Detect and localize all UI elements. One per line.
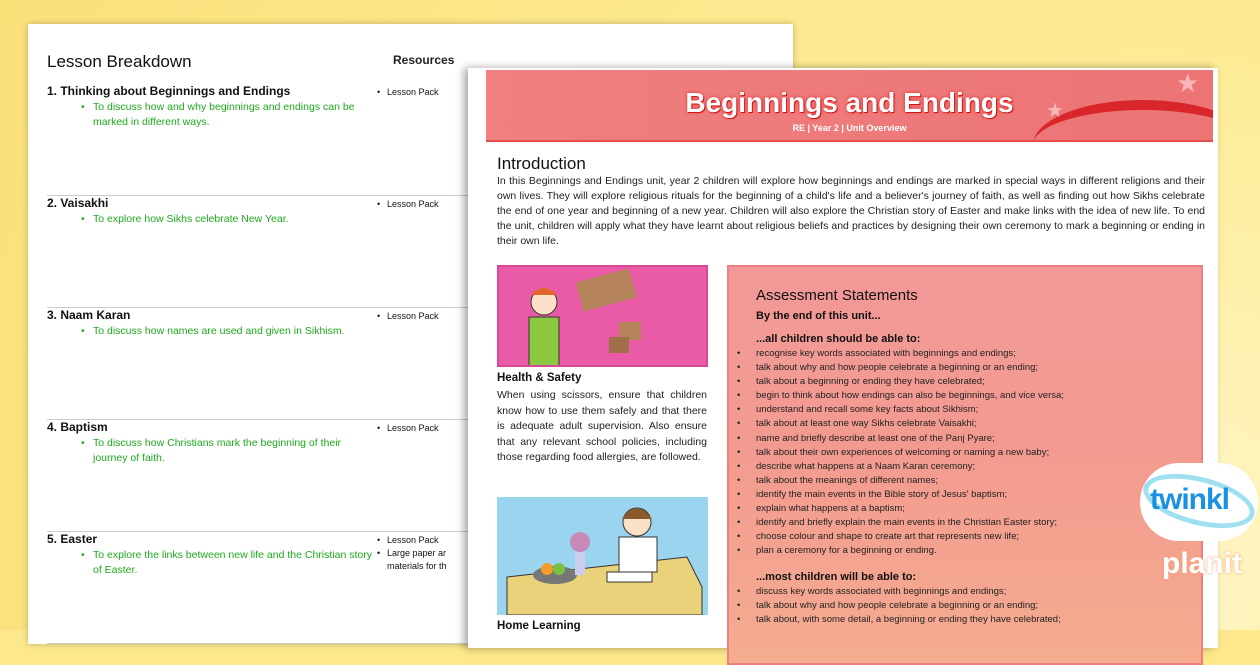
- health-safety-text: When using scissors, ensure that children know how to use them safely and that there is adequate adult supervision. Also ensure that any relevant school policies, including those regarding food allergies, are followed.: [497, 389, 707, 463]
- by-end-text: By the end of this unit...: [756, 310, 881, 322]
- intro-text: In this Beginnings and Endings unit, year 2 children will explore how beginnings and endings are marked in special ways in different religions and their own lives. They will explore religious rituals for the beginning of a child's life and a believer's journey of faith, as well as finding out how Sikhs celebrate the end of one year and beginning of a new year. Children will also explore the Christian story of Easter and make links with the idea of new life. To end the unit, children will apply what they have learnt about religious beliefs and practices by designing their own ceremony to mark a beginning or ending in their own life.: [497, 175, 1205, 247]
- assessment-statement: • explain what happens at a baptism;: [729, 502, 1199, 516]
- assessment-statement: • discuss key words associated with beginnings and endings;: [729, 585, 1199, 599]
- lesson-objective: • To discuss how names are used and given in Sikhism.: [93, 324, 373, 339]
- lesson-title: 1. Thinking about Beginnings and Endings: [47, 84, 291, 98]
- most-children-list: [729, 585, 1199, 627]
- lesson-resources: [377, 310, 465, 323]
- boxes-illustration: [497, 265, 708, 367]
- lesson-title: 5. Easter: [47, 532, 98, 546]
- lesson-objective: • To discuss how Christians mark the beginning of their journey of faith.: [93, 436, 373, 466]
- lesson-resources: [377, 198, 465, 211]
- title-banner: [486, 70, 1213, 142]
- page-title: Lesson Breakdown: [47, 52, 192, 71]
- lesson-objective: • To explore how Sikhs celebrate New Year.: [93, 212, 373, 227]
- resource-item: • Large paper ar materials for th: [377, 547, 465, 573]
- lesson-title: 2. Vaisakhi: [47, 196, 109, 210]
- assessment-statement: • name and briefly describe at least one of the Panj Pyare;: [729, 432, 1199, 446]
- lesson-resources: [377, 422, 465, 435]
- resource-item: • Lesson Pack: [377, 86, 465, 99]
- assessment-statement: • talk about at least one way Sikhs celebrate Vaisakhi;: [729, 417, 1199, 431]
- assessment-statement: • talk about why and how people celebrate a beginning or an ending;: [729, 599, 1199, 613]
- logo-brand: twinkl: [1150, 483, 1230, 516]
- assessment-heading: Assessment Statements: [756, 287, 918, 304]
- intro-heading: Introduction: [497, 154, 586, 173]
- unit-subtitle: RE | Year 2 | Unit Overview: [792, 123, 907, 133]
- all-children-heading: ...all children should be able to:: [756, 333, 921, 345]
- assessment-statement: • talk about why and how people celebrate a beginning or an ending;: [729, 361, 1199, 375]
- star-icon: ★: [1176, 70, 1200, 98]
- most-children-heading: ...most children will be able to:: [756, 571, 917, 583]
- assessment-statement: • describe what happens at a Naam Karan ceremony;: [729, 460, 1199, 474]
- assessment-panel: [727, 265, 1203, 665]
- assessment-statement: • talk about a beginning or ending they have celebrated;: [729, 375, 1199, 389]
- resources-heading: Resources: [393, 53, 455, 67]
- home-learning-illustration: [497, 497, 708, 615]
- lesson-resources: [377, 534, 465, 573]
- health-safety-heading: Health & Safety: [497, 372, 582, 384]
- resource-item: • Lesson Pack: [377, 534, 465, 547]
- assessment-statement: • identify and briefly explain the main events in the Christian Easter story;: [729, 516, 1199, 530]
- resource-item: • Lesson Pack: [377, 422, 465, 435]
- home-learning-heading: Home Learning: [497, 620, 581, 632]
- assessment-statement: • recognise key words associated with beginnings and endings;: [729, 347, 1199, 361]
- assessment-statement: • talk about, with some detail, a beginning or ending they have celebrated;: [729, 613, 1199, 627]
- all-children-list: [729, 347, 1199, 558]
- unit-title: Beginnings and Endings: [685, 87, 1014, 118]
- assessment-statement: • talk about their own experiences of welcoming or naming a new baby;: [729, 446, 1199, 460]
- resource-item: • Lesson Pack: [377, 310, 465, 323]
- lesson-objective: • To discuss how and why beginnings and endings can be marked in different ways.: [93, 100, 373, 130]
- lesson-title: 4. Baptism: [47, 420, 108, 434]
- lesson-resources: [377, 86, 465, 99]
- assessment-statement: • begin to think about how endings can also be beginnings, and vice versa;: [729, 389, 1199, 403]
- logo-product: planit: [1162, 547, 1242, 580]
- twinkl-planit-logo: [1140, 455, 1260, 605]
- resource-item: • Lesson Pack: [377, 198, 465, 211]
- lesson-objective: • To explore the links between new life and the Christian story of Easter.: [93, 548, 373, 578]
- unit-overview-page: [468, 68, 1218, 648]
- assessment-statement: • identify the main events in the Bible story of Jesus' baptism;: [729, 488, 1199, 502]
- lesson-title: 3. Naam Karan: [47, 308, 131, 322]
- assessment-statement: • plan a ceremony for a beginning or ending.: [729, 544, 1199, 558]
- star-icon: ★: [1046, 100, 1064, 122]
- assessment-statement: • choose colour and shape to create art that represents new life;: [729, 530, 1199, 544]
- assessment-statement: • talk about the meanings of different names;: [729, 474, 1199, 488]
- assessment-statement: • understand and recall some key facts about Sikhism;: [729, 403, 1199, 417]
